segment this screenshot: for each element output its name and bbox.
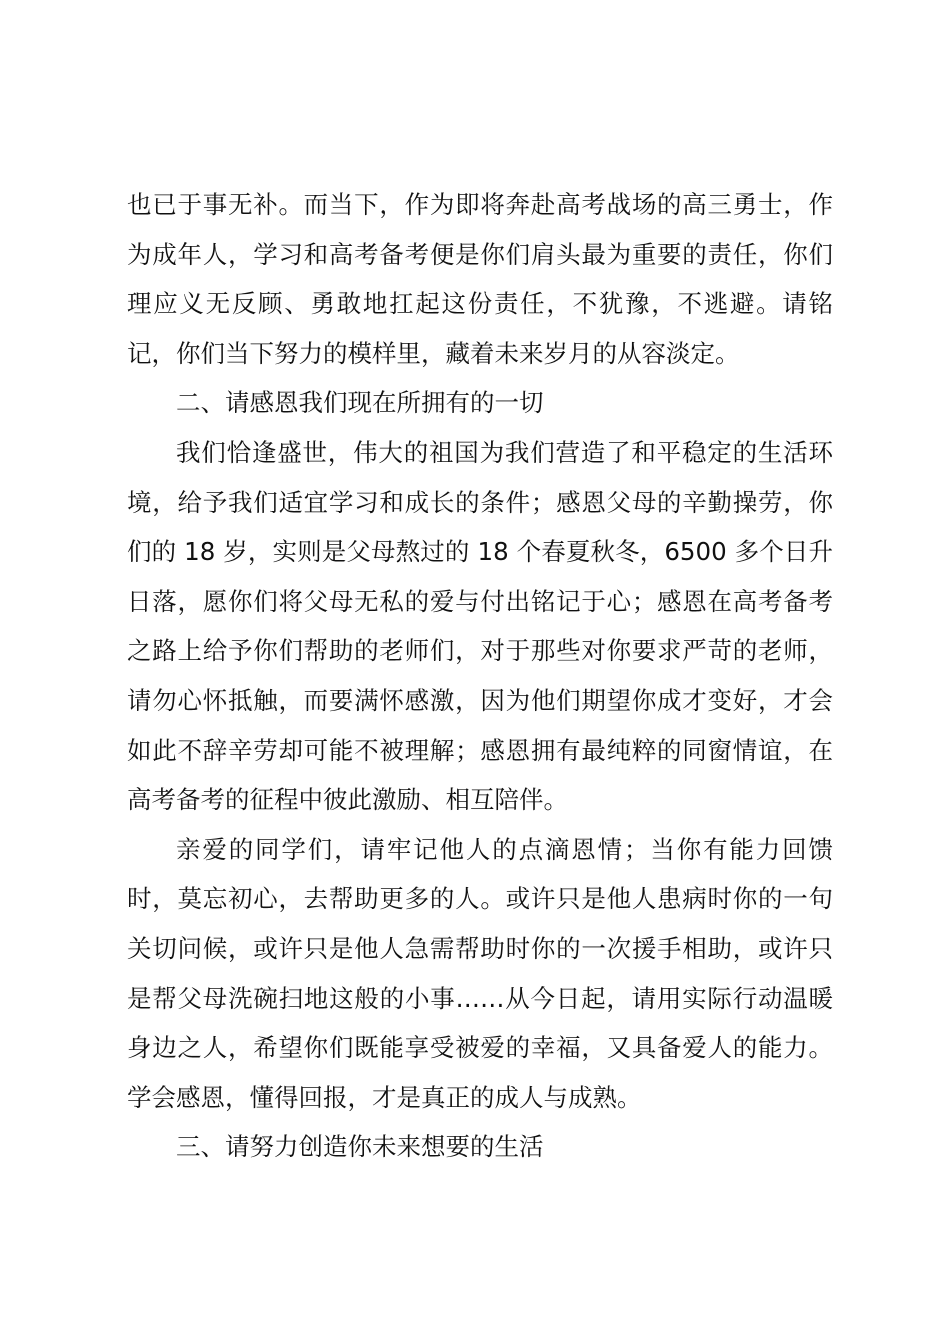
paragraph-gratitude: 我们恰逢盛世，伟大的祖国为我们营造了和平稳定的生活环境，给予我们适宜学习和成长的条件；感恩父母的辛勤操劳，你们的 18 岁，实则是父母熬过的 18 个春夏秋冬，6500 多个日升日落，愿你们将父母无私的爱与付出铭记于心；感恩在高考备考之路上给予你们帮助的老师们，对于那些对你要求严苛的老师，请勿心怀抵触，而要满怀感激，因为他们期望你成才变好，才会如此不辞辛劳却可能不被理解；感恩拥有最纯粹的同窗情谊，在高考备考的征程中彼此激励、相互陪伴。 (127, 437, 833, 815)
paragraph-continuation: 也已于事无补。而当下，作为即将奔赴高考战场的高三勇士，作为成年人，学习和高考备考便是你们肩头最为重要的责任，你们理应义无反顾、勇敢地扛起这份责任，不犹豫，不逃避。请铭记，你们当下努力的模样里，藏着未来岁月的从容淡定。 (127, 190, 833, 368)
section-heading-future: 三、请努力创造你未来想要的生活 (176, 1132, 544, 1162)
document-body (127, 180, 833, 1172)
section-heading-gratitude: 二、请感恩我们现在所拥有的一切 (176, 388, 544, 418)
paragraph-kindness: 亲爱的同学们，请牢记他人的点滴恩情；当你有能力回馈时，莫忘初心，去帮助更多的人。或许只是他人患病时你的一句关切问候，或许只是他人急需帮助时你的一次援手相助，或许只是帮父母洗碗扫地这般的小事……从今日起，请用实际行动温暖身边之人，希望你们既能享受被爱的幸福，又具备爱人的能力。学会感恩，懂得回报，才是真正的成人与成熟。 (127, 834, 833, 1112)
